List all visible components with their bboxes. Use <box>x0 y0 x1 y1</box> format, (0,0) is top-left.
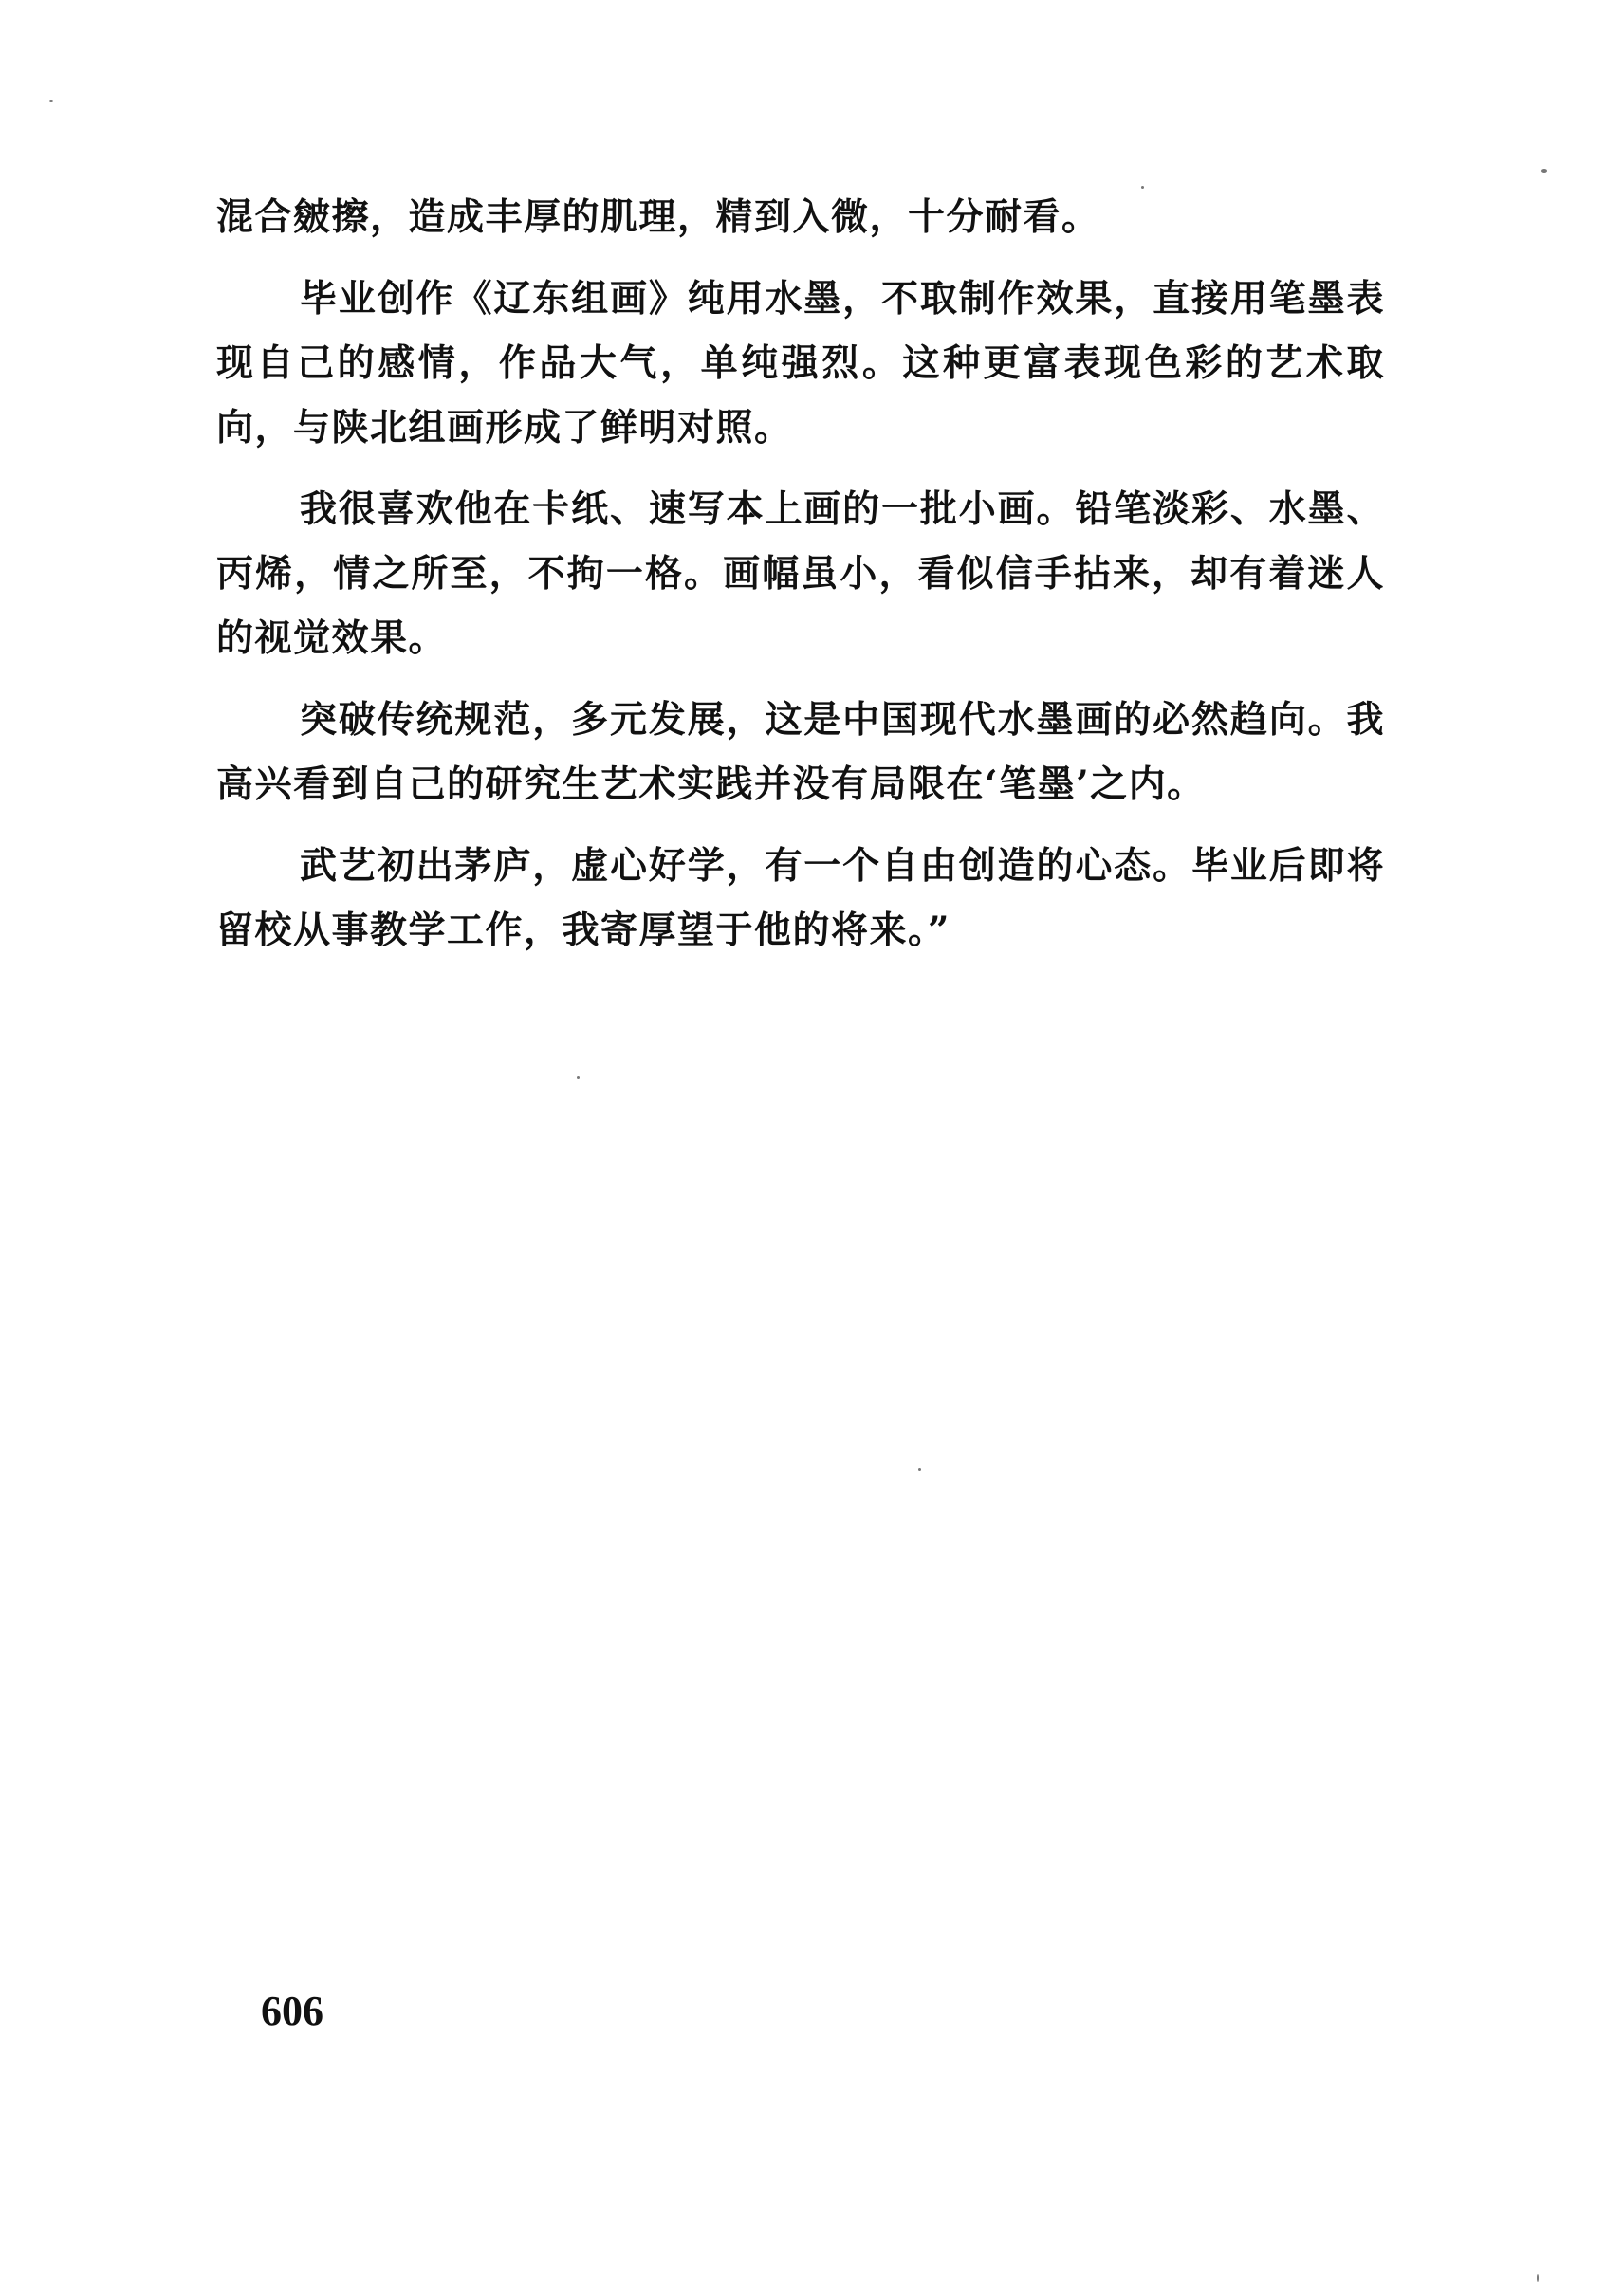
page-number: 606 <box>261 1988 323 2034</box>
scan-speck <box>918 1468 921 1471</box>
paragraph-3: 我很喜欢他在卡纸、速写本上画的一批小画。铅笔淡彩、水墨、丙烯，情之所至，不拘一格。画幅虽小，看似信手拈来，却有着迷人的视觉效果。 <box>216 487 1385 660</box>
paragraph-4: 突破传统规范，多元发展，这是中国现代水墨画的必然趋向。我高兴看到自己的研究生艺术实践并没有局限在‘笔墨’之内。 <box>216 698 1385 806</box>
paragraph-2: 毕业创作《辽东组画》纯用水墨，不取制作效果，直接用笔墨表现自己的感情，作品大气，单纯强烈。这种更富表现色彩的艺术取向，与陕北组画形成了鲜明对照。 <box>216 277 1385 450</box>
scan-speck <box>49 100 53 102</box>
paragraph-1: 混合皴擦，造成丰厚的肌理，精到入微，十分耐看。 <box>216 195 1100 239</box>
scan-speck <box>1537 2274 1539 2282</box>
scan-speck <box>1541 169 1547 173</box>
scan-speck <box>1141 186 1144 189</box>
paragraph-5: 武艺初出茅庐，虚心好学，有一个自由创造的心态。毕业后即将留校从事教学工作，我寄厚望于他的将来。” <box>216 844 1385 952</box>
scan-speck <box>577 1076 580 1079</box>
body-text <box>216 185 1385 980</box>
